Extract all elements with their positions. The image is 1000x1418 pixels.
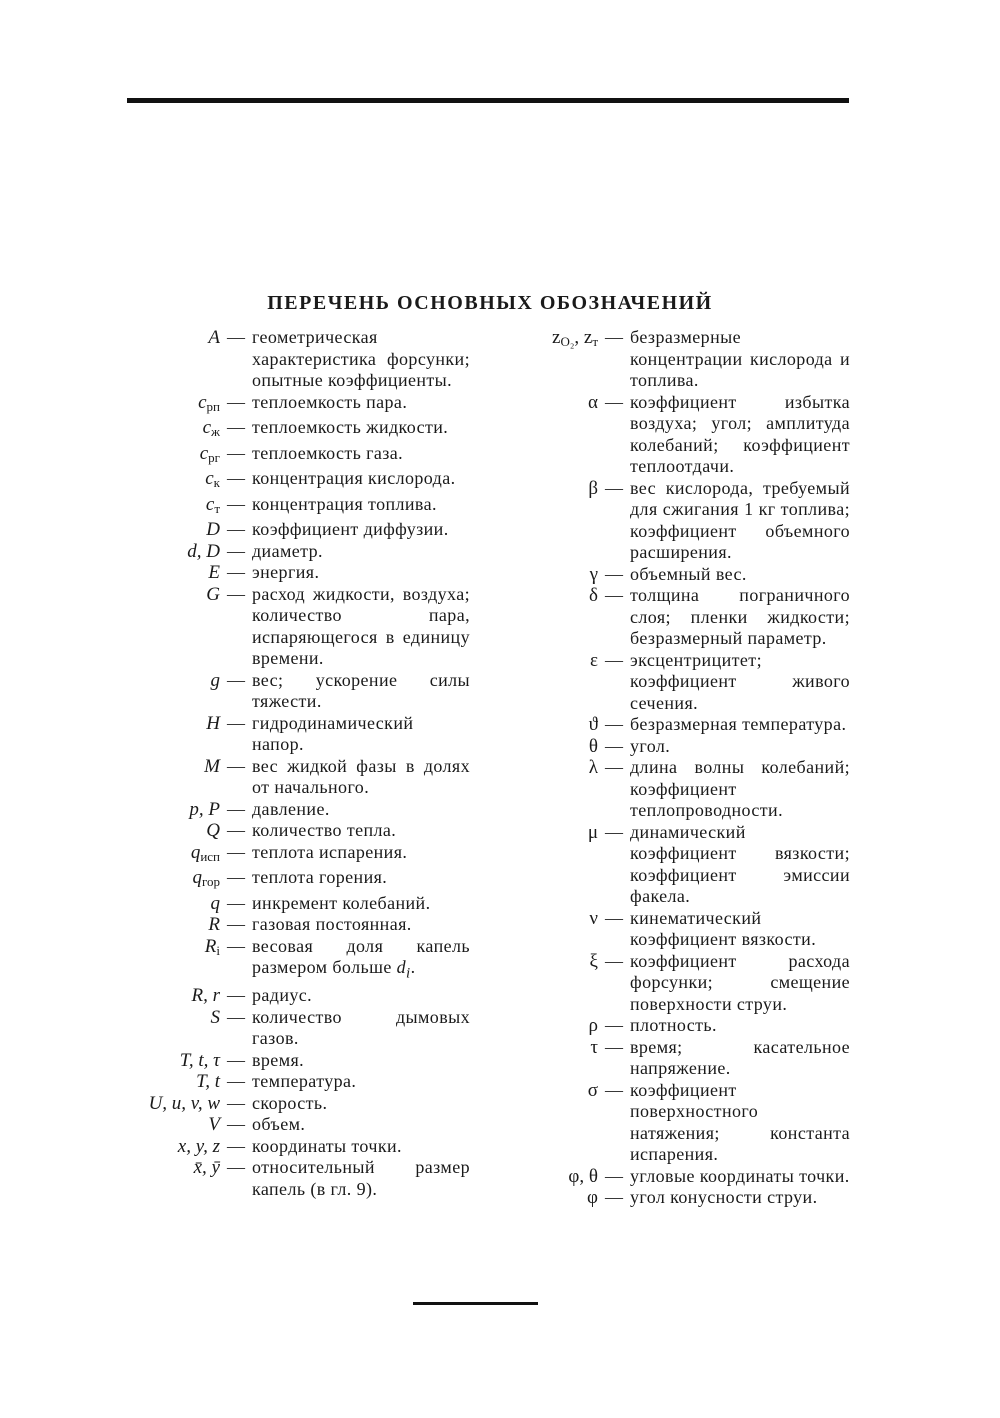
symbol: $q_{гор}$: [192, 867, 220, 889]
em-dash: —: [227, 935, 245, 956]
definition: радиус.: [252, 985, 313, 1006]
definition: толщина пограничного слоя; пленки жидкости; безразмерный параметр.: [630, 585, 850, 648]
right-entry: [518, 951, 858, 1016]
definition: длина волны колебаний; коэффициент теплопроводности.: [630, 757, 850, 820]
definition: относительный размер капель (в гл. 9).: [252, 1157, 470, 1199]
em-dash: —: [227, 867, 245, 887]
definition: коэффициент расхода форсунки; смещение поверхности струи.: [630, 950, 850, 1014]
em-dash: —: [227, 820, 245, 840]
symbol: γ: [589, 563, 598, 585]
definition: коэффициент диффузии.: [252, 519, 449, 539]
symbol: ξ: [589, 950, 598, 972]
em-dash: —: [227, 468, 245, 488]
left-entry: [100, 985, 480, 1007]
definition: угол.: [630, 735, 671, 756]
left-entry: [100, 867, 480, 893]
symbol: ε: [590, 649, 598, 671]
symbol: ρ: [588, 1015, 598, 1036]
symbol-subscript: i: [216, 942, 220, 958]
left-entry: [100, 670, 480, 713]
symbol: $R_i$: [204, 935, 220, 958]
symbol: E: [208, 562, 220, 583]
em-dash: —: [605, 327, 623, 347]
symbol: $c_{рп}$: [198, 391, 220, 414]
symbol: $c_к$: [205, 468, 220, 490]
em-dash: —: [227, 841, 245, 862]
left-entry: [100, 443, 480, 469]
symbol: x̄, ȳ: [193, 1157, 220, 1179]
definition: координаты точки.: [252, 1135, 402, 1156]
symbol: T, t, τ: [179, 1049, 220, 1071]
em-dash: —: [227, 540, 245, 561]
left-entry: [100, 1050, 480, 1072]
definition: количество дымовых газов.: [252, 1006, 470, 1049]
em-dash: —: [227, 493, 245, 514]
right-entry: [518, 585, 858, 650]
definition: теплоемкость пара.: [252, 391, 408, 412]
definition: угловые координаты точки.: [630, 1165, 850, 1186]
right-entry: [518, 327, 858, 392]
definition: гидродинамический напор.: [252, 712, 414, 754]
left-entry: [100, 756, 480, 799]
em-dash: —: [605, 757, 623, 777]
symbol: q: [210, 892, 220, 914]
definition: угол конусности струи.: [630, 1187, 818, 1207]
em-dash: —: [605, 585, 623, 605]
definition: температура.: [252, 1071, 357, 1092]
symbol: R: [208, 914, 220, 935]
em-dash: —: [227, 327, 245, 347]
definition: вес жидкой фазы в долях от начального.: [252, 755, 470, 797]
symbol: τ: [590, 1036, 598, 1058]
left-entry: [100, 1071, 480, 1093]
left-entry: [100, 713, 480, 756]
left-entry: [100, 1157, 480, 1200]
em-dash: —: [605, 950, 623, 971]
page-title: ПЕРЕЧЕНЬ ОСНОВНЫХ ОБОЗНАЧЕНИЙ: [267, 292, 713, 314]
em-dash: —: [605, 907, 623, 928]
symbol-subscript: O₂: [560, 334, 575, 349]
symbol: U, u, v, w: [148, 1092, 220, 1114]
left-entry: [100, 799, 480, 821]
left-entry: [100, 541, 480, 563]
em-dash: —: [605, 391, 623, 412]
definition: объемный вес.: [630, 563, 747, 584]
right-entry: [518, 1187, 858, 1209]
em-dash: —: [227, 669, 245, 690]
definition: геометрическая характеристика форсунки; опытные коэффициенты.: [252, 327, 470, 390]
right-entry: [518, 736, 858, 758]
definition: безразмерные концентрации кислорода и топлива.: [630, 327, 850, 390]
definition: вес кислорода, требуемый для сжигания 1 кг топлива; коэффициент объемного расширения.: [630, 477, 850, 562]
symbol: $z_{O_2}$, $z_т$: [552, 327, 598, 349]
right-column: [518, 327, 858, 1209]
symbol: δ: [589, 585, 598, 606]
left-entry: [100, 1114, 480, 1136]
definition: динамический коэффициент вязкости; коэффициент эмиссии факела.: [630, 821, 850, 906]
em-dash: —: [605, 649, 623, 670]
left-entry: [100, 820, 480, 842]
symbol: V: [208, 1114, 220, 1136]
em-dash: —: [605, 1187, 623, 1207]
em-dash: —: [227, 1135, 245, 1156]
symbol: $c_{рг}$: [199, 442, 220, 465]
em-dash: —: [227, 1049, 245, 1070]
symbol: D: [206, 519, 220, 540]
em-dash: —: [227, 985, 245, 1006]
em-dash: —: [227, 442, 245, 463]
right-entry: [518, 650, 858, 715]
left-entry: [100, 842, 480, 868]
definition: теплота испарения.: [252, 841, 408, 862]
right-entry: [518, 714, 858, 736]
symbol: σ: [587, 1079, 598, 1101]
symbol: M: [204, 755, 220, 777]
em-dash: —: [227, 1006, 245, 1027]
symbol: G: [206, 583, 220, 605]
right-entry: [518, 822, 858, 908]
left-entry: [100, 417, 480, 443]
em-dash: —: [227, 417, 245, 437]
definition: скорость.: [252, 1092, 328, 1113]
definition: безразмерная температура.: [630, 714, 847, 734]
definition-symbol: $d_i$: [396, 957, 411, 982]
symbol: ϑ: [588, 714, 598, 735]
definition: коэффициент избытка воздуха; угол; амплитуда колебаний; коэффициент теплоотдачи.: [630, 391, 850, 476]
symbol: T, t: [196, 1071, 220, 1093]
em-dash: —: [227, 562, 245, 582]
definition: концентрация топлива.: [252, 493, 437, 514]
definition: вес; ускорение силы тяжести.: [252, 669, 470, 711]
symbol: d, D: [187, 540, 220, 562]
definition: время.: [252, 1049, 305, 1070]
em-dash: —: [605, 1165, 623, 1186]
symbol: α: [588, 391, 598, 413]
definition: теплота горения.: [252, 867, 388, 887]
em-dash: —: [227, 892, 245, 913]
symbol: φ, θ: [568, 1165, 598, 1187]
symbol: S: [210, 1006, 220, 1028]
symbol: g: [210, 669, 220, 691]
definition: кинематический коэффициент вязкости.: [630, 907, 817, 949]
definition: концентрация кислорода.: [252, 468, 456, 488]
top-rule: [127, 98, 849, 103]
em-dash: —: [605, 714, 623, 734]
em-dash: —: [227, 712, 245, 733]
symbol: $q_{исп}$: [190, 841, 220, 864]
em-dash: —: [227, 755, 245, 776]
em-dash: —: [605, 563, 623, 584]
right-entry: [518, 1166, 858, 1188]
definition: энергия.: [252, 562, 320, 582]
em-dash: —: [227, 798, 245, 819]
bottom-rule: [413, 1302, 538, 1305]
em-dash: —: [605, 821, 623, 842]
symbol: β: [588, 477, 598, 499]
symbol-subscript: т: [592, 334, 598, 349]
left-entry: [100, 893, 480, 915]
right-entry: [518, 564, 858, 586]
symbol-subscript: i: [406, 965, 411, 982]
em-dash: —: [227, 391, 245, 412]
symbol: $c_ж$: [202, 417, 220, 439]
left-entry: [100, 562, 480, 584]
left-entry: [100, 1093, 480, 1115]
symbol: φ: [587, 1187, 598, 1208]
em-dash: —: [605, 1079, 623, 1100]
symbol-subscript: т: [214, 500, 220, 516]
symbol-subscript: ж: [211, 424, 220, 439]
definition: время; касательное напряжение.: [630, 1036, 850, 1078]
left-entry: [100, 584, 480, 670]
right-entry: [518, 1037, 858, 1080]
symbol: A: [208, 327, 220, 348]
left-entry: [100, 494, 480, 520]
em-dash: —: [605, 1036, 623, 1057]
symbol: $c_т$: [205, 493, 220, 516]
right-entry: [518, 478, 858, 564]
definition: эксцентрицитет; коэффициент живого сечения.: [630, 649, 850, 713]
right-entry: [518, 1080, 858, 1166]
em-dash: —: [605, 477, 623, 498]
right-entry: [518, 908, 858, 951]
em-dash: —: [605, 1015, 623, 1035]
symbol-subscript: рг: [208, 449, 220, 465]
definition: плотность.: [630, 1015, 717, 1035]
definition: давление.: [252, 798, 330, 819]
left-entry: [100, 519, 480, 541]
definition: теплоемкость газа.: [252, 442, 404, 463]
definition: расход жидкости, воздуха; количество пара, испаряющегося в единицу времени.: [252, 583, 470, 668]
symbol-subscript: к: [213, 475, 220, 490]
symbol: μ: [587, 821, 598, 843]
left-entry: [100, 392, 480, 418]
symbol-subscript: исп: [200, 848, 220, 864]
em-dash: —: [227, 583, 245, 604]
definition: диаметр.: [252, 540, 323, 561]
em-dash: —: [605, 735, 623, 756]
symbol-subscript: гор: [201, 874, 220, 889]
symbol: p, P: [189, 798, 220, 820]
left-entry: [100, 936, 480, 986]
definition: количество тепла.: [252, 820, 397, 840]
em-dash: —: [227, 1114, 245, 1135]
symbol: θ: [588, 735, 598, 757]
definition: коэффициент поверхностного натяжения; константа испарения.: [630, 1079, 850, 1164]
left-entry: [100, 468, 480, 494]
left-entry: [100, 1007, 480, 1050]
left-column: [100, 327, 480, 1200]
left-entry: [100, 327, 480, 392]
definition: газовая постоянная.: [252, 914, 412, 934]
definition: весовая доля капель размером больше $d_i$.: [252, 935, 470, 982]
symbol-subscript: рп: [206, 398, 220, 414]
symbol: Q: [206, 820, 220, 841]
right-entry: [518, 1015, 858, 1037]
left-entry: [100, 1136, 480, 1158]
right-entry: [518, 392, 858, 478]
symbol: ν: [589, 907, 598, 929]
symbol: R, r: [191, 985, 220, 1007]
em-dash: —: [227, 519, 245, 539]
definition: теплоемкость жидкости.: [252, 417, 449, 437]
em-dash: —: [227, 1157, 245, 1178]
em-dash: —: [227, 1092, 245, 1113]
symbol: λ: [588, 757, 598, 778]
definition: объем.: [252, 1114, 306, 1135]
right-entry: [518, 757, 858, 822]
definition: инкремент колебаний.: [252, 892, 431, 913]
em-dash: —: [227, 1071, 245, 1092]
em-dash: —: [227, 914, 245, 934]
symbol: H: [206, 712, 220, 734]
symbol: x, y, z: [177, 1135, 220, 1157]
left-entry: [100, 914, 480, 936]
